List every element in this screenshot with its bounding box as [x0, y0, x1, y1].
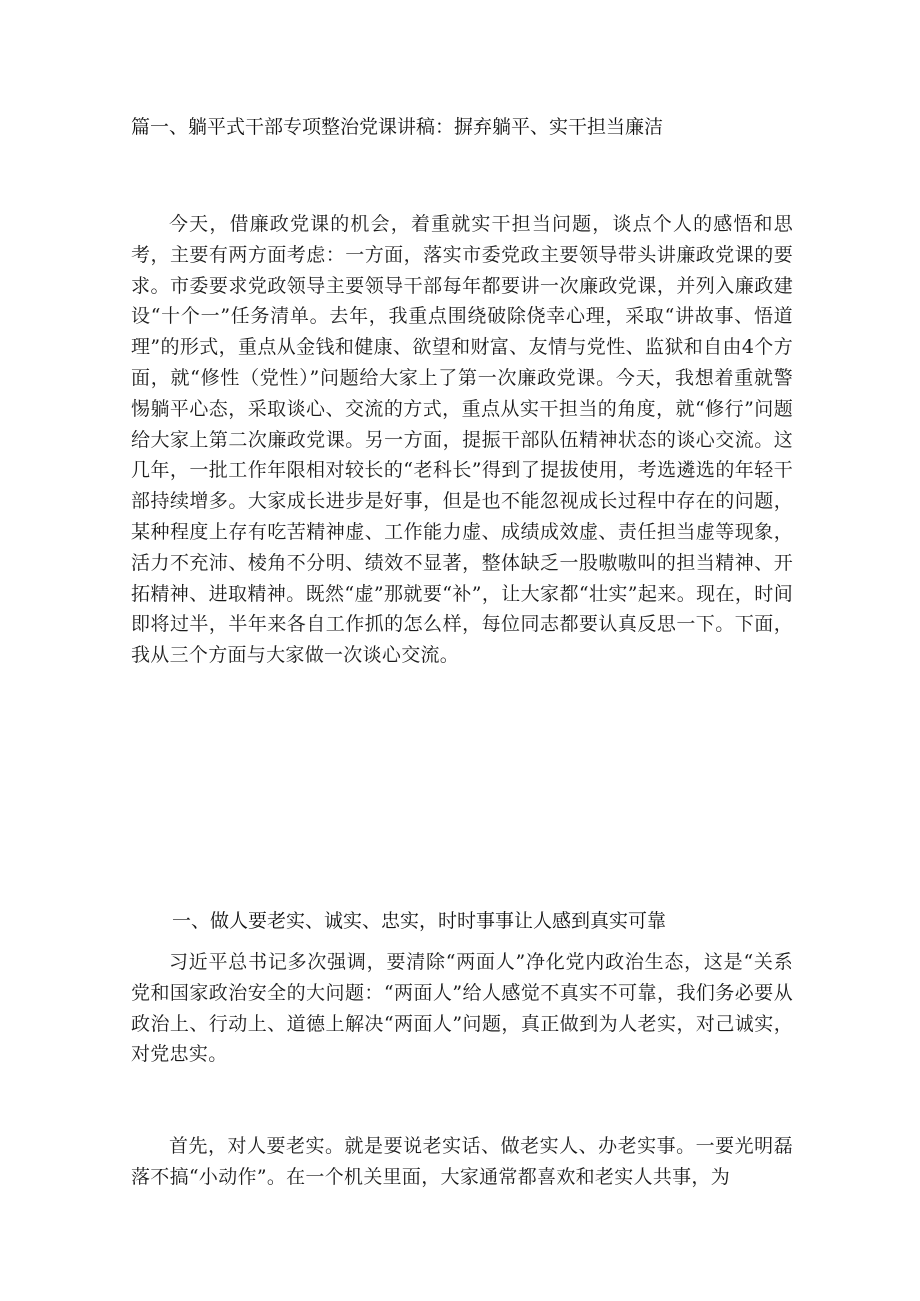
- section-heading: 一、做人要老实、诚实、忠实，时时事事让人感到真实可靠: [172, 910, 667, 932]
- section-paragraph-1: 习近平总书记多次强调，要清除“两面人”净化党内政治生态，这是“关系党和国家政治安全的大问题：“两面人”给人感觉不真实不可靠，我们务必要从政治上、行动上、道德上解决“两面人”问题，真正做到为人老实，对己诚实，对党忠实。: [131, 951, 793, 1066]
- section-paragraph-2: 首先，对人要老实。就是要说老实话、做老实人、办老实事。一要光明磊落不搞“小动作”。在一个机关里面，大家通常都喜欢和老实人共事，为: [131, 1135, 793, 1188]
- document-title: 篇一、躺平式干部专项整治党课讲稿：摒弃躺平、实干担当廉洁: [131, 116, 664, 138]
- intro-paragraph: 今天，借廉政党课的机会，着重就实干担当问题，谈点个人的感悟和思考，主要有两方面考虑：一方面，落实市委党政主要领导带头讲廉政党课的要求。市委要求党政领导主要领导干部每年都要讲一次廉政党课，并列入廉政建设“十个一”任务清单。去年，我重点围绕破除侥幸心理，采取“讲故事、悟道理”的形式，重点从金钱和健康、欲望和财富、友情与党性、监狱和自由4个方面，就“修性（党性）”问题给大家上了第一次廉政党课。今天，我想着重就警惕躺平心态，采取谈心、交流的方式，重点从实干担当的角度，就“修行”问题给大家上第二次廉政党课。另一方面，提振干部队伍精神状态的谈心交流。这几年，一批工作年限相对较长的“老科长”得到了提拔使用，考选遴选的年轻干部持续增多。大家成长进步是好事，但是也不能忽视成长过程中存在的问题，某种程度上存有吃苦精神虚、工作能力虚、成绩成效虚、责任担当虚等现象，活力不充沛、棱角不分明、绩效不显著，整体缺乏一股嗷嗷叫的担当精神、开拓精神、进取精神。既然“虚”那就要“补”，让大家都“壮实”起来。现在，时间即将过半，半年来各自工作抓的怎么样，每位同志都要认真反思一下。下面，我从三个方面与大家做一次谈心交流。: [131, 213, 793, 667]
